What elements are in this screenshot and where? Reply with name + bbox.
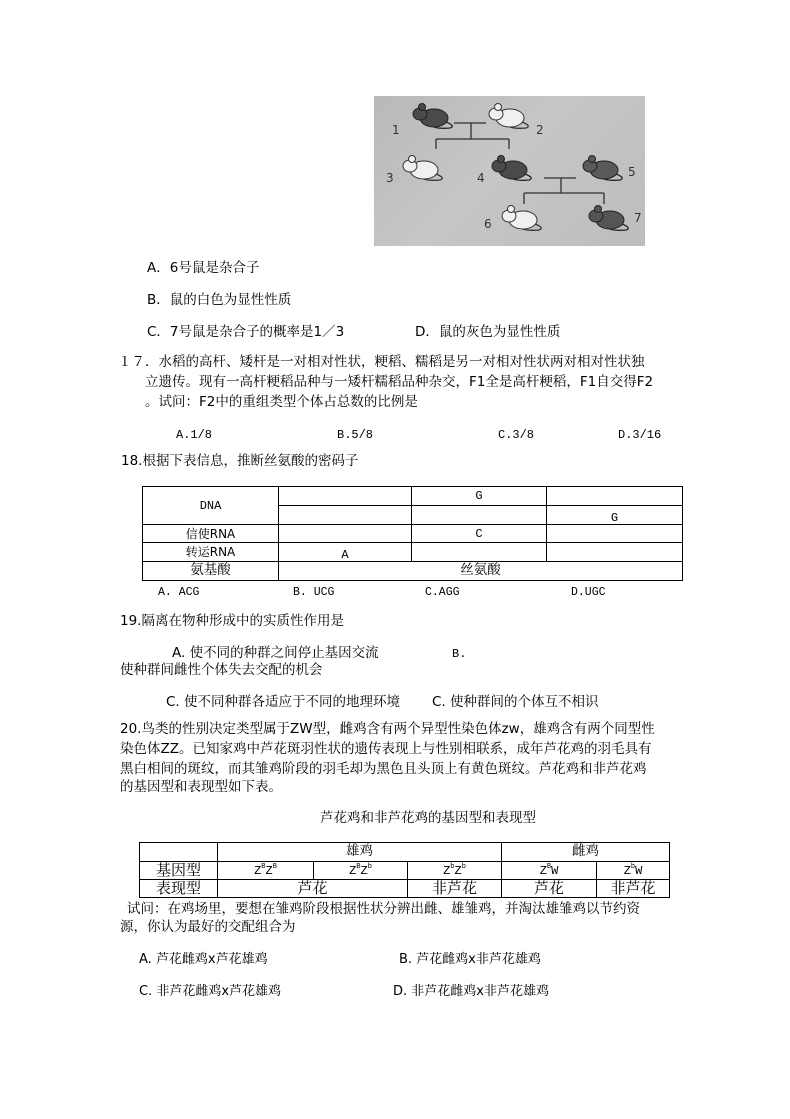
q18-stem: 18.根据下表信息，推断丝氨酸的密码子 xyxy=(121,453,359,469)
amino-acid-header: 氨基酸 xyxy=(143,562,279,581)
svg-text:7: 7 xyxy=(634,211,642,225)
phenotype-cell: 非芦花 xyxy=(597,880,670,898)
mouse-4-gray xyxy=(492,156,531,181)
mouse-1-gray xyxy=(413,104,452,129)
amino-acid-value: 丝氨酸 xyxy=(279,562,683,581)
q18-option-b[interactable]: B. UCG xyxy=(293,586,335,599)
q17-option-b[interactable]: B.5/8 xyxy=(337,428,374,442)
q17-option-c[interactable]: C.3/8 xyxy=(498,428,535,442)
q17-stem-line2: 立遗传。现有一高杆粳稻品种与一矮杆糯稻品种杂交，F1全是高杆粳稻，F1自交得F2 xyxy=(145,374,654,390)
phenotype-label: 表现型 xyxy=(140,880,218,898)
dna-cell xyxy=(547,487,683,506)
mouse-7-gray xyxy=(589,206,628,231)
mouse-5-gray xyxy=(583,156,622,181)
q16-option-d[interactable]: D．鼠的灰色为显性性质 xyxy=(415,324,561,340)
phenotype-cell: 芦花 xyxy=(502,880,597,898)
q17-stem-line3: 。试问：F2中的重组类型个体占总数的比例是 xyxy=(145,394,418,410)
q16-option-b[interactable]: B．鼠的白色为显性性质 xyxy=(147,292,292,308)
q18-option-d[interactable]: D.UGC xyxy=(571,586,606,599)
dna-cell: G xyxy=(412,487,547,506)
phenotype-cell: 芦花 xyxy=(218,880,408,898)
q19-option-b-key[interactable]: B. xyxy=(452,647,467,661)
q17-option-a[interactable]: A.1/8 xyxy=(176,428,213,442)
q17-stem-line1: １７．水稻的高杆、矮杆是一对相对性状，粳稻、糯稻是另一对相对性状两对相对性状独 xyxy=(118,354,645,370)
trna-cell xyxy=(547,543,683,562)
q19-option-a[interactable]: A. 使不同的种群之间停止基因交流 xyxy=(172,645,379,661)
svg-text:1: 1 xyxy=(392,123,400,137)
mrna-cell: C xyxy=(412,525,547,543)
dna-cell xyxy=(279,506,412,525)
genotype-cell: $Z^BZ^b$ xyxy=(314,862,408,880)
female-header: 雌鸡 xyxy=(502,843,670,862)
q20-question-line2: 源，你认为最好的交配组合为 xyxy=(120,919,296,935)
mouse-6-white xyxy=(502,206,541,231)
q18-option-c[interactable]: C.AGG xyxy=(425,586,460,599)
genotype-label: 基因型 xyxy=(140,862,218,880)
q19-option-d[interactable]: C. 使种群间的个体互不相识 xyxy=(432,694,599,710)
phenotype-cell: 非芦花 xyxy=(408,880,502,898)
q19-stem: 19.隔离在物种形成中的实质性作用是 xyxy=(120,613,344,629)
q16-option-c[interactable]: C．7号鼠是杂合子的概率是1／3 xyxy=(147,324,345,340)
q20-option-b[interactable]: B. 芦花雌鸡x非芦花雄鸡 xyxy=(399,952,541,967)
svg-text:6: 6 xyxy=(484,217,492,231)
trna-header: 转运RNA xyxy=(143,543,279,562)
q20-stem-line2: 染色体ZZ。已知家鸡中芦花斑羽性状的遗传表现上与性别相联系，成年芦花鸡的羽毛具有 xyxy=(120,741,652,757)
mouse-3-white xyxy=(403,156,442,181)
dna-header: DNA xyxy=(143,487,279,525)
q20-option-c[interactable]: C. 非芦花雌鸡x芦花雄鸡 xyxy=(139,984,282,999)
mouse-2-white xyxy=(489,104,528,129)
genotype-cell: $Z^bZ^b$ xyxy=(408,862,502,880)
q20-stem-line4: 的基因型和表现型如下表。 xyxy=(120,779,282,795)
q18-option-a[interactable]: A. ACG xyxy=(158,586,200,599)
trna-cell: A xyxy=(279,543,412,562)
chicken-genotype-table xyxy=(139,842,670,898)
genotype-cell: $Z^bW$ xyxy=(597,862,670,880)
q20-question-line1: 试问：在鸡场里，要想在雏鸡阶段根据性状分辨出雌、雄雏鸡，并淘汰雄雏鸡以节约资 xyxy=(127,901,640,917)
q19-option-b-text[interactable]: 使种群间雌性个体失去交配的机会 xyxy=(120,662,323,678)
codon-table xyxy=(142,486,683,581)
svg-text:3: 3 xyxy=(386,171,394,185)
genotype-cell: $Z^BW$ xyxy=(502,862,597,880)
svg-text:4: 4 xyxy=(477,171,485,185)
q17-option-d[interactable]: D.3/16 xyxy=(618,428,662,442)
mrna-header: 信使RNA xyxy=(143,525,279,543)
dna-cell xyxy=(412,506,547,525)
genotype-cell: $Z^BZ^B$ xyxy=(218,862,314,880)
q20-option-d[interactable]: D. 非芦花雌鸡x非芦花雄鸡 xyxy=(393,984,549,999)
q20-option-a[interactable]: A. 芦花雌鸡x芦花雄鸡 xyxy=(139,952,268,967)
chicken-table-title: 芦花鸡和非芦花鸡的基因型和表现型 xyxy=(320,810,536,826)
mrna-cell xyxy=(279,525,412,543)
mouse-pedigree-photo xyxy=(374,96,645,246)
male-header: 雄鸡 xyxy=(218,843,502,862)
pedigree-diagram xyxy=(374,96,645,246)
corner-cell xyxy=(140,843,218,862)
q16-option-a[interactable]: A．6号鼠是杂合子 xyxy=(147,260,260,276)
svg-text:5: 5 xyxy=(628,165,636,179)
dna-cell: G xyxy=(547,506,683,525)
q20-stem-line1: 20.鸟类的性别决定类型属于ZW型，雌鸡含有两个异型性染色体zw，雄鸡含有两个同型性 xyxy=(120,721,655,737)
trna-cell xyxy=(412,543,547,562)
dna-cell xyxy=(279,487,412,506)
q19-option-c[interactable]: C. 使不同种群各适应于不同的地理环境 xyxy=(166,694,401,710)
q20-stem-line3: 黑白相间的斑纹，而其雏鸡阶段的羽毛却为黑色且头顶上有黄色斑纹。芦花鸡和非芦花鸡 xyxy=(120,761,647,777)
mrna-cell xyxy=(547,525,683,543)
svg-text:2: 2 xyxy=(536,123,544,137)
